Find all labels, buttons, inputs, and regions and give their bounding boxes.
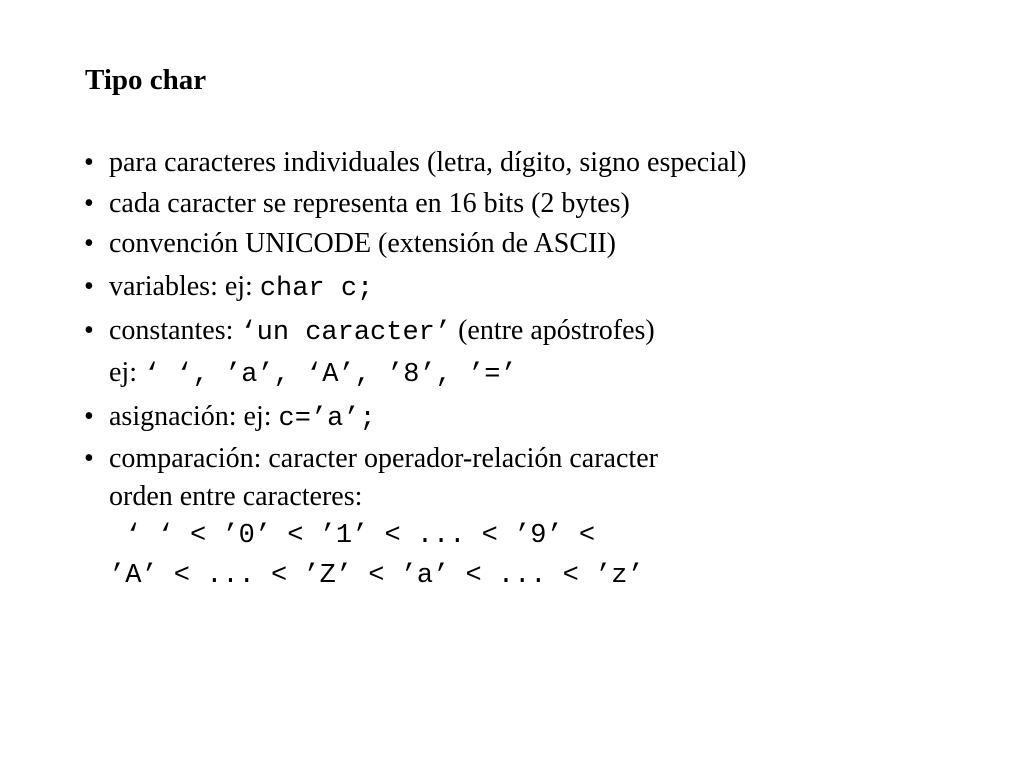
code-snippet: c=’a’; xyxy=(278,404,376,434)
code-snippet: ‘ ‘, ’a’, ‘A’, ’8’, ’=’ xyxy=(144,360,517,390)
bullet-item-7-sub3: ’A’ < ... < ’Z’ < ’a’ < ... < ’z’ xyxy=(109,561,644,591)
bullet-item-1 xyxy=(84,143,747,183)
bullet-icon: • xyxy=(84,147,94,178)
code-snippet: ‘un caracter’ xyxy=(240,318,452,348)
bullet-icon: • xyxy=(84,271,94,302)
bullet-text: constantes: xyxy=(109,315,241,346)
bullet-icon: • xyxy=(84,401,94,432)
bullet-icon: • xyxy=(84,188,94,219)
bullet-item-7-sub1: orden entre caracteres: xyxy=(109,481,363,512)
bullet-item-6 xyxy=(84,397,376,439)
bullet-text: comparación: caracter operador-relación caracter xyxy=(109,443,658,474)
bullet-text: asignación: ej: xyxy=(109,401,279,432)
bullet-item-2 xyxy=(84,184,630,224)
bullet-icon: • xyxy=(84,228,94,259)
bullet-item-3 xyxy=(84,224,616,264)
bullet-item-5-example xyxy=(109,353,517,395)
code-snippet: char c; xyxy=(259,274,374,304)
bullet-item-5 xyxy=(84,311,655,353)
bullet-suffix: (entre apóstrofes) xyxy=(451,315,655,346)
bullet-icon: • xyxy=(84,443,94,474)
example-label: ej: xyxy=(109,357,144,388)
bullet-text: convención UNICODE (extensión de ASCII) xyxy=(109,228,617,259)
bullet-icon: • xyxy=(84,315,94,346)
slide-title: Tipo char xyxy=(85,64,207,96)
bullet-item-4 xyxy=(84,267,373,309)
bullet-text: variables: ej: xyxy=(109,271,260,302)
bullet-item-7 xyxy=(84,439,658,479)
bullet-text: cada caracter se representa en 16 bits (2 bytes) xyxy=(109,188,630,219)
bullet-text: para caracteres individuales (letra, dígito, signo especial) xyxy=(109,147,747,178)
bullet-item-7-sub2: ‘ ‘ < ’0’ < ’1’ < ... < ’9’ < xyxy=(109,521,596,551)
